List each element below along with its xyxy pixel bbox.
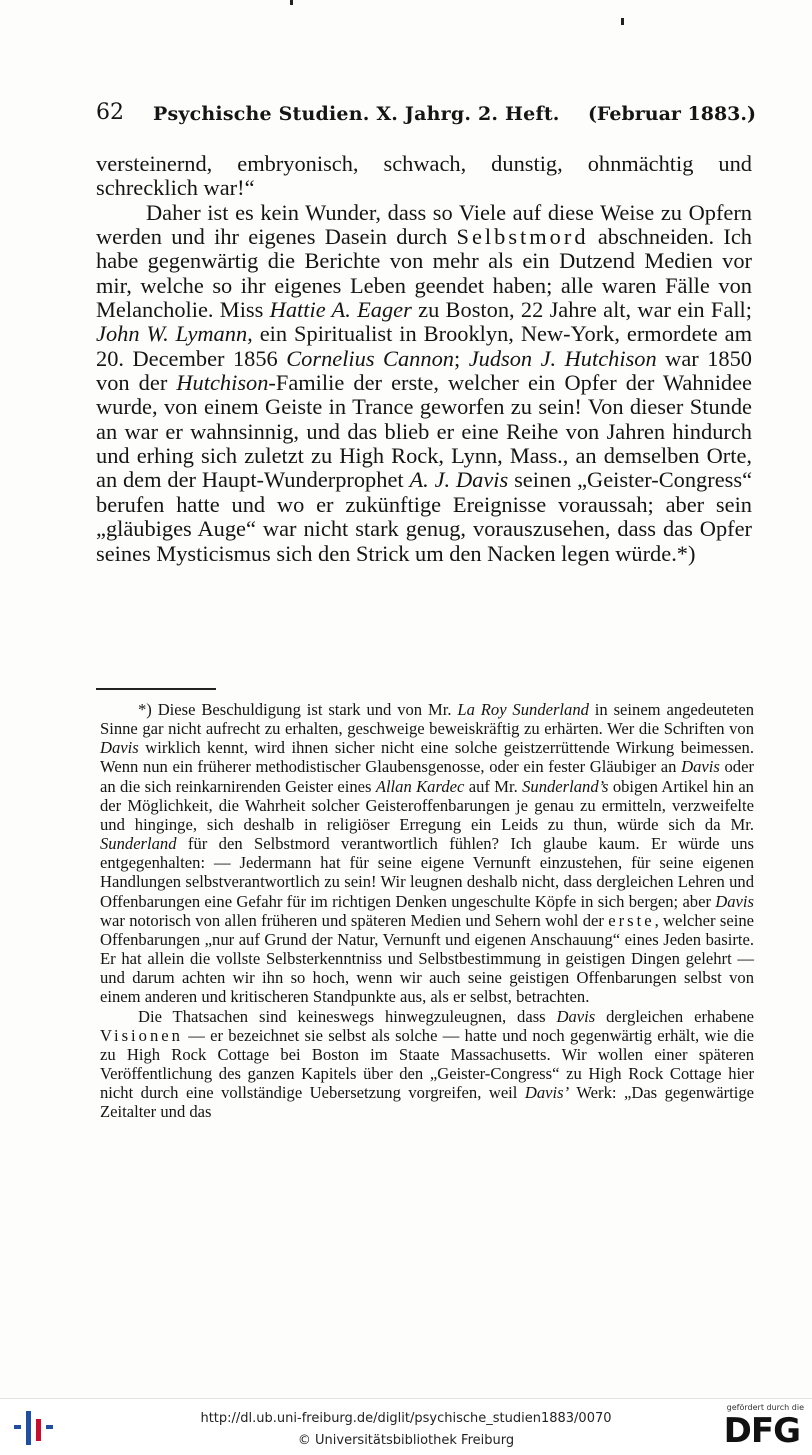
viewer-footer (0, 1398, 812, 1455)
footnote (100, 700, 754, 1121)
paragraph: Daher ist es kein Wunder, dass so Viele auf diese Weise zu Opfern werden und ihr eigenes Dasein durch Selbstmord abschneiden. Ich habe gegenwärtig die Berichte von mehr als ein Dutzend Medien vor mir, welche so ihr eigenes Leben geendet haben; alle waren Fälle von Melancholie. Miss Hattie A. Eager zu Boston, 22 Jahre alt, war ein Fall; John W. Lymann, ein Spiritualist in Brooklyn, New-York, ermordete am 20. December 1856 Cornelius Cannon; Judson J. Hutchison war 1850 von der Hutchison-Familie der erste, welcher ein Opfer der Wahnidee wurde, von einem Geiste in Trance geworfen zu sein! Von dieser Stunde an war er wahnsinnig, und das blieb er eine Reihe von Jahren hindurch und erhing sich zuletzt zu High Rock, Lynn, Mass., an demselben Orte, an dem der Haupt-Wunderprophet A. J. Davis seinen „Geister-Congress“ berufen hatte und wo er zukünftige Ereignisse voraussah; aber sein „gläubiges Auge“ war nicht stark genug, vorauszusehen, dass das Opfer seines Mysticismus sich den Strick um den Nacken legen würde.*) (96, 199, 753, 566)
footnote-paragraph: *) Diese Beschuldigung ist stark und von Mr. La Roy Sunderland in seinem angedeuteten Sinne gar nicht aufrecht zu erhalten, geschweige beweiskräftig zu erhärten. Wer die Schriften von Davis wirklich kennt, wird ihnen sicher nicht eine solche geistzerrüttende Wirkung beimessen. Wenn nun ein früherer methodistischer Glaubensgenosse, oder ein fester Gläubiger an Davis oder an die sich reinkarnirenden Geister eines Allan Kardec auf Mr. Sunderland’s obigen Artikel hin an der Möglichkeit, die Wahrheit solcher Geisteroffenbarungen je genau zu ermitteln, verzweifelte und hinginge, sich deshalb in religiöser Erregung ein Leids zu thun, würde sich da Mr. Sunderland für den Selbstmord verantwortlich fühlen? Ich glaube kaum. Er würde uns entgegenhalten: — Jedermann hat für seine eigene Vernunft einzustehen, für seine eigenen Handlungen selbstverantwortlich zu sein! Wir leugnen deshalb nicht, dass dergleichen Lehren und Offenbarungen eine Gefahr für im richtigen Denken ungeschulte Köpfe in sich bergen; aber Davis war notorisch von allen früheren und späteren Medien und Sehern wohl der erste, welcher seine Offenbarungen „nur auf Grund der Natur, Vernunft und eigenen Anschauung“ eines Jeden basirte. Er hat allein die vollste Selbsterkenntniss und Selbstbestimmung in geistigen Dingen gelehrt — und darum achten wir ihn so hoch, wenn wir auch seine geistigen Offenbarungen selbst von einem anderen und kritischeren Standpunkte aus, als er selbst, betrachten. (100, 700, 754, 1007)
dfg-logo[interactable] (714, 1403, 804, 1451)
person-name: Hattie A. Eager (269, 297, 412, 323)
main-text (96, 152, 752, 566)
spaced-word: Selbstmord (456, 224, 589, 250)
copyright-notice: © Universitätsbibliothek Freiburg (297, 1433, 515, 1448)
person-name: Judson J. Hutchison (468, 345, 657, 371)
dfg-tagline: gefördert durch die (726, 1403, 804, 1412)
person-name: Cornelius Cannon (286, 345, 454, 371)
running-title: Psychische Studien. X. Jahrg. 2. Heft. (153, 103, 560, 125)
person-name: Hutchison (176, 370, 269, 396)
page-number: 62 (96, 100, 124, 125)
paragraph: versteinernd, embryonisch, schwach, dunstig, ohnmächtig und schrecklich war!“ (96, 151, 752, 201)
scan-speck (621, 18, 624, 25)
page-header (96, 100, 756, 130)
footnote-paragraph: Die Thatsachen sind keineswegs hinwegzuleugnen, dass Davis dergleichen erhabene Visionen — er bezeichnet sie selbst als solche — hatte und noch gegenwärtig erhält, wie die zu High Rock Cottage bei Boston im Staate Massachusetts. Wir wollen einer späteren Veröffentlichung des ganzen Kapitels über den „Geister-Congress“ zu High Rock Cottage hier nicht durch eine vollständige Uebersetzung vorgreifen, weil Davis’ Werk: „Das gegenwärtige Zeitalter und das (100, 1006, 755, 1122)
footnote-rule (96, 688, 216, 690)
issue-date: (Februar 1883.) (587, 103, 756, 125)
scan-speck (290, 0, 293, 5)
dfg-wordmark: DFG (723, 1411, 800, 1451)
person-name: A. J. Davis (409, 467, 509, 493)
permalink-url[interactable]: http://dl.ub.uni-freiburg.de/diglit/psychische_studien1883/0070 (200, 1411, 612, 1426)
person-name: John W. Lymann, (96, 321, 253, 347)
